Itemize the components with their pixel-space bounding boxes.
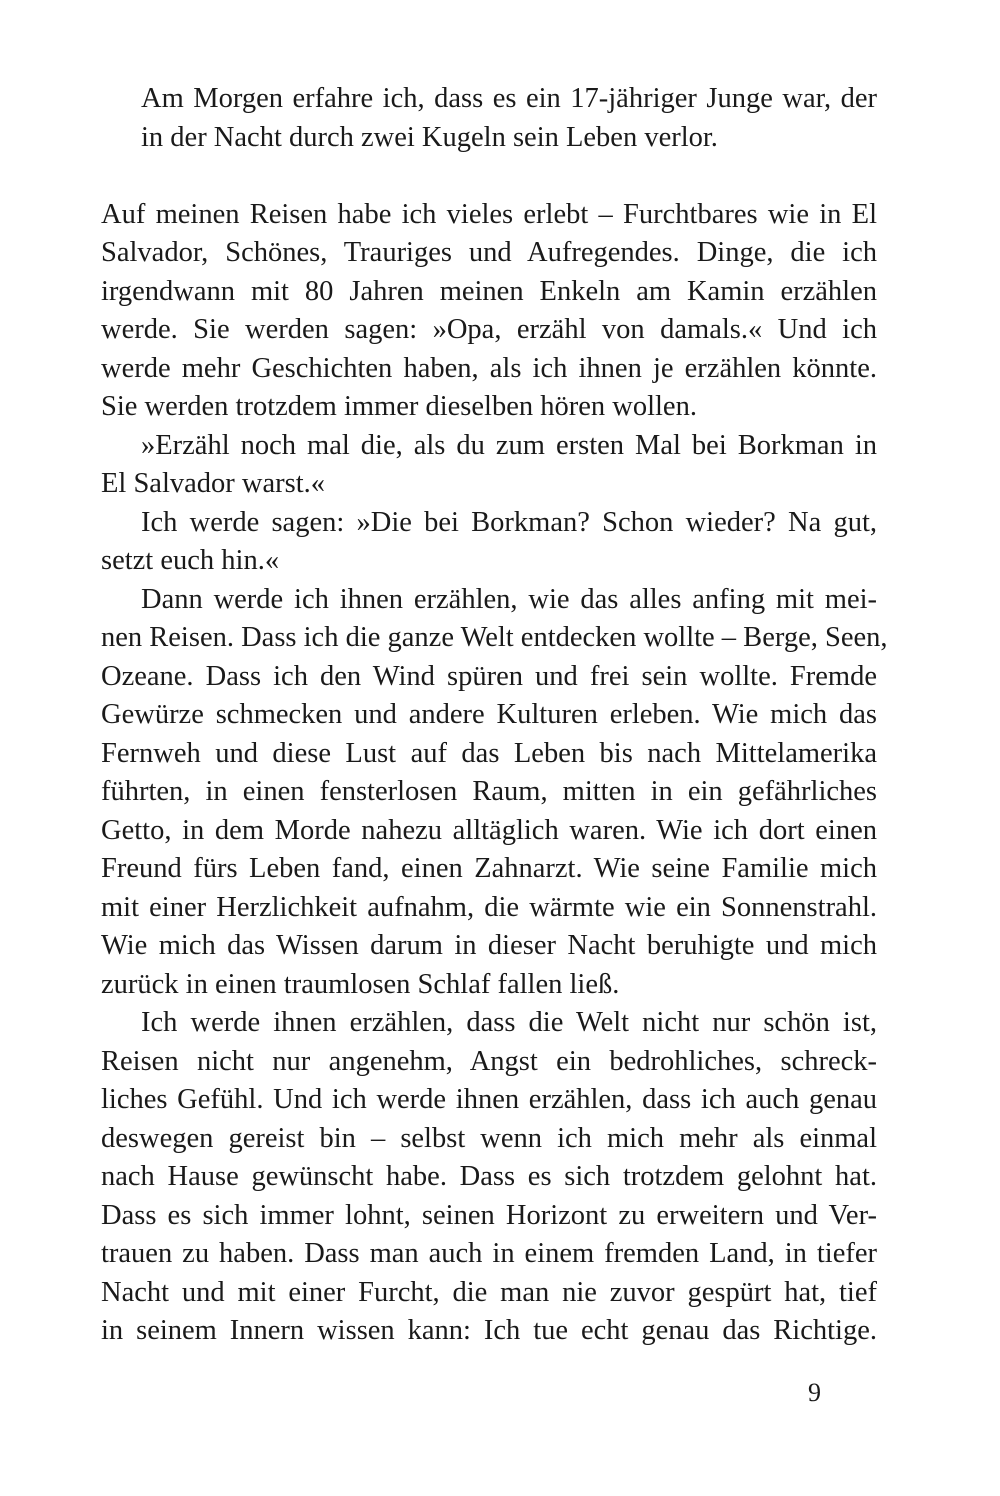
text-line: deswegen gereist bin – selbst wenn ich mich mehr als einmal bbox=[101, 1122, 877, 1154]
page-number: 9 bbox=[808, 1378, 821, 1407]
text-line: Ich werde ihnen erzählen, dass die Welt nicht nur schön ist, bbox=[141, 1007, 877, 1038]
text-line: Dann werde ich ihnen erzählen, wie das alles anfing mit mei- bbox=[141, 583, 877, 615]
text-line: trauen zu haben. Dass man auch in einem fremden Land, in tiefer bbox=[101, 1238, 877, 1269]
text-line: Fernweh und diese Lust auf das Leben bis nach Mittelamerika bbox=[101, 737, 877, 769]
text-line: liches Gefühl. Und ich werde ihnen erzählen, dass ich auch genau bbox=[101, 1084, 877, 1115]
text-line: in der Nacht durch zwei Kugeln sein Leben verlor. bbox=[141, 121, 718, 153]
text-line: Reisen nicht nur angenehm, Angst ein bedrohliches, schreck- bbox=[101, 1045, 877, 1077]
text-line: Salvador, Schönes, Trauriges und Aufregendes. Dinge, die ich bbox=[101, 237, 877, 268]
text-line: werde mehr Geschichten haben, als ich ihnen je erzählen könnte. bbox=[101, 352, 877, 384]
section-break bbox=[101, 157, 877, 196]
book-page-text bbox=[101, 80, 888, 1351]
text-line: zurück in einen traumlosen Schlaf fallen ließ. bbox=[101, 968, 620, 1000]
text-line: nach Hause gewünscht habe. Dass es sich trotzdem gelohnt hat. bbox=[101, 1161, 877, 1192]
text-line: in seinem Innern wissen kann: Ich tue echt genau das Richtige. bbox=[101, 1315, 877, 1346]
text-line: »Erzähl noch mal die, als du zum ersten Mal bei Borkman in bbox=[141, 429, 877, 461]
text-line: Auf meinen Reisen habe ich vieles erlebt – Furchtbares wie in El bbox=[101, 198, 877, 230]
text-line: Gewürze schmecken und andere Kulturen erleben. Wie mich das bbox=[101, 699, 877, 730]
text-line: Ich werde sagen: »Die bei Borkman? Schon wieder? Na gut, bbox=[141, 506, 877, 538]
text-line: Am Morgen erfahre ich, dass es ein 17-jähriger Junge war, der bbox=[141, 83, 877, 114]
text-line: nen Reisen. Dass ich die ganze Welt entdecken wollte – Berge, Seen, bbox=[101, 622, 888, 653]
text-line: Sie werden trotzdem immer dieselben hören wollen. bbox=[101, 391, 697, 422]
text-line: Dass es sich immer lohnt, seinen Horizont zu erweitern und Ver- bbox=[101, 1199, 877, 1231]
text-line: Ozeane. Dass ich den Wind spüren und frei sein wollte. Fremde bbox=[101, 660, 877, 692]
text-line: El Salvador warst.« bbox=[101, 468, 325, 499]
text-line: Getto, in dem Morde nahezu alltäglich waren. Wie ich dort einen bbox=[101, 814, 877, 846]
text-line: mit einer Herzlichkeit aufnahm, die wärmte wie ein Sonnenstrahl. bbox=[101, 891, 877, 923]
text-line: Nacht und mit einer Furcht, die man nie zuvor gespürt hat, tief bbox=[101, 1276, 877, 1308]
text-line: setzt euch hin.« bbox=[101, 545, 280, 576]
text-line: irgendwann mit 80 Jahren meinen Enkeln am Kamin erzählen bbox=[101, 275, 877, 307]
text-line: Wie mich das Wissen darum in dieser Nacht beruhigte und mich bbox=[101, 930, 877, 961]
text-line: führten, in einen fensterlosen Raum, mitten in ein gefährliches bbox=[101, 776, 877, 807]
text-line: werde. Sie werden sagen: »Opa, erzähl von damals.« Und ich bbox=[101, 314, 877, 345]
text-line: Freund fürs Leben fand, einen Zahnarzt. Wie seine Familie mich bbox=[101, 853, 877, 884]
